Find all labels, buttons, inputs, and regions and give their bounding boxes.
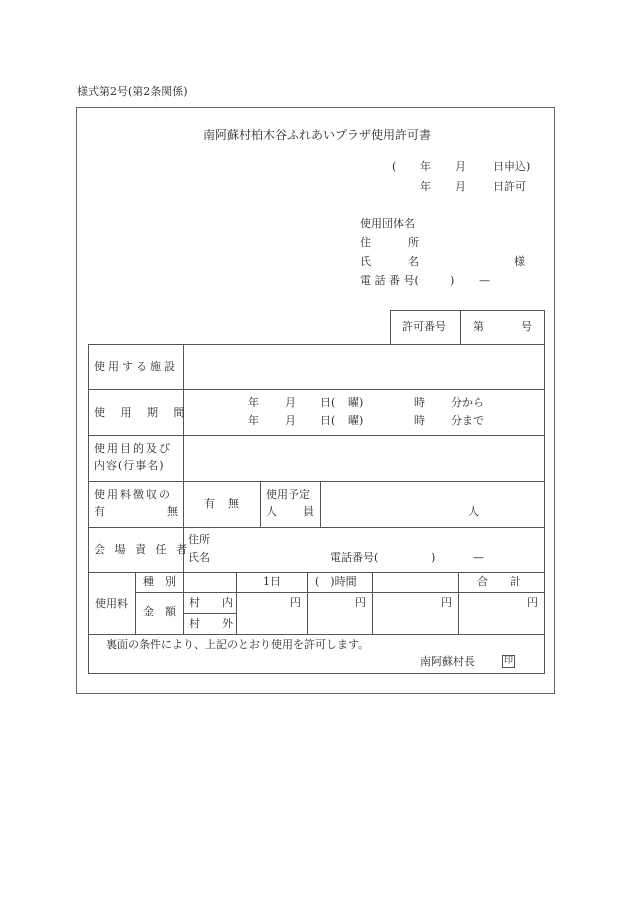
application-year-label: 年 bbox=[420, 160, 431, 173]
attendance-label-line2-right: 員 bbox=[303, 505, 314, 518]
period-start-day: 日( bbox=[320, 396, 336, 409]
period-end-minute: 分まで bbox=[451, 414, 484, 427]
period-start-hour: 時 bbox=[414, 396, 425, 409]
period-end-weekday: 曜) bbox=[348, 414, 364, 427]
period-start-month: 月 bbox=[285, 396, 296, 409]
permit-year-label: 年 bbox=[420, 180, 431, 193]
fees-type-label: 種 別 bbox=[143, 575, 176, 588]
applicant-honorific: 様 bbox=[514, 255, 525, 268]
manager-name-label: 氏名 bbox=[188, 551, 210, 564]
fees-column-1day: 1日 bbox=[263, 575, 281, 588]
application-date-open-paren: ( bbox=[392, 160, 397, 173]
application-month-label: 月 bbox=[455, 160, 466, 173]
fees-label: 使用料 bbox=[95, 597, 128, 610]
permit-statement: 裏面の条件により、上記のとおり使用を許可します。 bbox=[106, 638, 370, 651]
applicant-address-label-1: 住 bbox=[360, 236, 371, 249]
applicant-org-label: 使用団体名 bbox=[360, 217, 415, 230]
application-day-label: 日申込) bbox=[493, 160, 531, 173]
period-start-minute: 分から bbox=[451, 396, 484, 409]
period-start-year: 年 bbox=[248, 396, 259, 409]
permit-number-label: 許可番号 bbox=[402, 320, 446, 333]
applicant-phone-close: ) bbox=[450, 274, 455, 287]
fee-option-yes[interactable]: 有 bbox=[204, 497, 215, 510]
purpose-field[interactable] bbox=[184, 436, 544, 481]
fees-nonresident-label: 村 外 bbox=[189, 617, 233, 630]
fee-collection-label-line2-right: 無 bbox=[167, 505, 178, 518]
fees-yen-1day: 円 bbox=[290, 596, 301, 609]
fees-amount-label: 金 額 bbox=[143, 605, 176, 618]
permit-day-label: 日許可 bbox=[493, 180, 526, 193]
manager-address-label: 住所 bbox=[188, 533, 210, 546]
fees-column-hours: ( )時間 bbox=[315, 575, 357, 588]
manager-phone-close: ) bbox=[431, 551, 436, 564]
document-title: 南阿蘇村柏木谷ふれあいプラザ使用許可書 bbox=[203, 128, 432, 142]
period-end-day: 日( bbox=[320, 414, 336, 427]
period-end-month: 月 bbox=[285, 414, 296, 427]
fees-column-total: 合 計 bbox=[477, 575, 521, 588]
manager-phone-dash: — bbox=[473, 551, 484, 564]
attendance-label-line2-left: 人 bbox=[266, 505, 277, 518]
facility-field[interactable] bbox=[184, 345, 544, 389]
attendance-label-line1: 使用予定 bbox=[266, 488, 310, 501]
fees-yen-extra: 円 bbox=[441, 596, 452, 609]
manager-label: 会 場 責 任 者 bbox=[94, 543, 190, 556]
fees-yen-total: 円 bbox=[527, 596, 538, 609]
seal-mark: 印 bbox=[503, 656, 513, 666]
attendance-unit: 人 bbox=[468, 505, 479, 518]
manager-phone-label: 電話番号( bbox=[330, 551, 379, 564]
applicant-name-label-1: 氏 bbox=[360, 255, 371, 268]
facility-label: 使用する施設 bbox=[94, 360, 178, 373]
fees-resident-label: 村 内 bbox=[189, 596, 233, 609]
period-label: 使 用 期 間 bbox=[94, 406, 191, 419]
period-end-hour: 時 bbox=[414, 414, 425, 427]
fee-collection-label-line2-left: 有 bbox=[94, 505, 105, 518]
purpose-label-line1: 使用目的及び bbox=[94, 442, 172, 455]
signatory-label: 南阿蘇村長 bbox=[420, 655, 475, 668]
attendance-field[interactable] bbox=[321, 482, 544, 527]
form-number-label: 様式第2号(第2条関係) bbox=[77, 85, 188, 98]
applicant-phone-dash: — bbox=[479, 274, 490, 287]
applicant-address-label-2: 所 bbox=[408, 236, 419, 249]
fee-collection-label-line1: 使用料徴収の bbox=[94, 488, 172, 501]
fees-yen-hours: 円 bbox=[355, 596, 366, 609]
applicant-phone-label: 電 話 番 号( bbox=[360, 274, 419, 287]
applicant-name-label-2: 名 bbox=[408, 255, 419, 268]
period-end-year: 年 bbox=[248, 414, 259, 427]
permit-month-label: 月 bbox=[455, 180, 466, 193]
purpose-label-line2: 内容(行事名) bbox=[94, 459, 165, 472]
permit-number-suffix: 号 bbox=[521, 320, 532, 333]
period-start-weekday: 曜) bbox=[348, 396, 364, 409]
fee-option-no[interactable]: 無 bbox=[228, 497, 239, 510]
permit-number-prefix: 第 bbox=[473, 320, 484, 333]
